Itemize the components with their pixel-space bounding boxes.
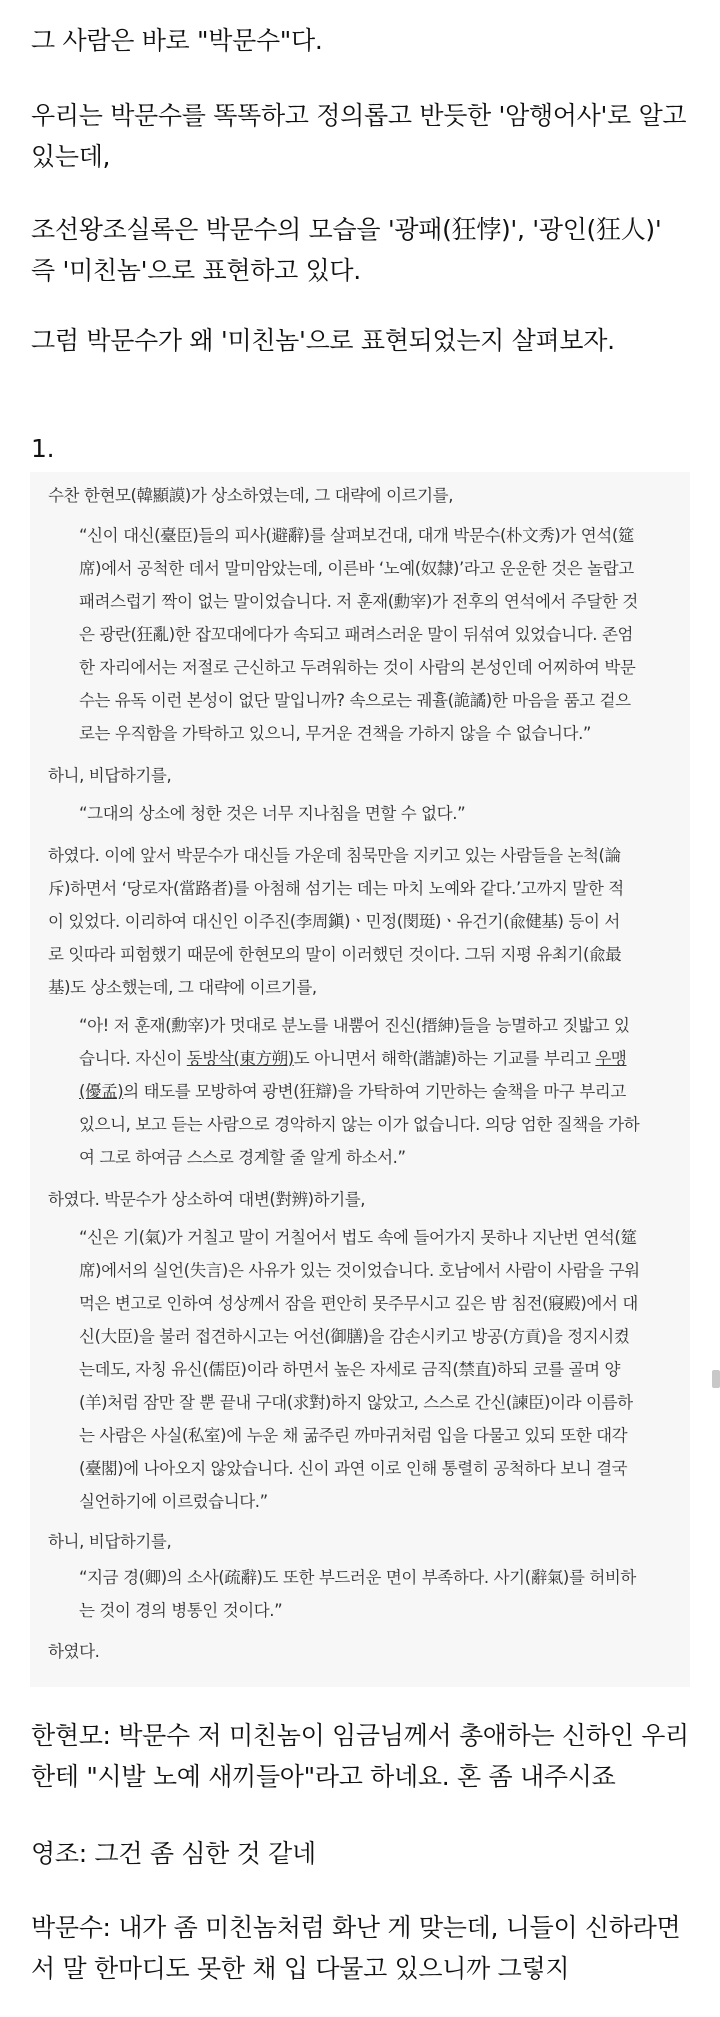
excerpt-line: (臺閣)에 나아오지 않았습니다. 신이 과연 이로 인해 통렬히 공척하다 보니 결국 [79, 1459, 628, 1478]
underlined-term-umaeng-hanja: (優孟) [79, 1082, 124, 1101]
excerpt-line: 있으니, 보고 듣는 사람으로 경악하지 않는 이가 없습니다. 의당 엄한 질책을 가하 [79, 1115, 640, 1134]
excerpt-line: 하였다. 박문수가 상소하여 대변(對辨)하기를, [48, 1190, 366, 1209]
excerpt-text: 도 아니면서 해학(諧謔)하는 기교를 부리고 [293, 1049, 596, 1068]
excerpt-line: 하니, 비답하기를, [48, 1532, 172, 1551]
excerpt-line: 신(大臣)을 불러 접견하시고는 어선(御膳)을 감손시키고 방공(方貢)을 정지시켰 [79, 1327, 630, 1346]
excerpt-line: “그대의 상소에 청한 것은 너무 지나침을 면할 수 없다.” [79, 804, 466, 823]
excerpt-line: 먹은 변고로 인하여 성상께서 잠을 편안히 못주무시고 깊은 밤 침전(寢殿)에서 대 [79, 1294, 638, 1313]
excerpt-line: (羊)처럼 잠만 잘 뿐 끝내 구대(求對)하지 않았고, 스스로 간신(諫臣)이라 이름하 [79, 1393, 633, 1412]
dialogue-bak-munsu: 박문수: 내가 좀 미친놈처럼 화난 게 맞는데, 니들이 신하라면서 말 한마디도 못한 채 입 다물고 있으니까 그렇지 [31, 1913, 681, 1983]
excerpt-line: 은 광란(狂亂)한 잡꼬대에다가 속되고 패려스러운 말이 뒤섞여 있었습니다. 존엄 [79, 625, 634, 644]
intro-paragraph-1: 그 사람은 바로 "박문수"다. [31, 26, 323, 55]
excerpt-line: 수는 유독 이런 본성이 없단 말입니까? 속으로는 궤휼(詭譎)한 마음을 품고 겉으 [79, 691, 631, 710]
dialogue-yeongjo: 영조: 그건 좀 심한 것 같네 [31, 1839, 316, 1868]
underlined-term-umaeng: 우맹 [595, 1049, 627, 1068]
excerpt-line: 는 사람은 사실(私室)에 누운 채 굶주린 까마귀처럼 입을 다물고 있되 또한 대각 [79, 1426, 628, 1445]
excerpt-line [79, 1076, 673, 1109]
excerpt-text: 습니다. 자신이 [79, 1049, 187, 1068]
excerpt-line: 席)에서의 실언(失言)은 사유가 있는 것이었습니다. 호남에서 사람이 사람을 구워 [79, 1261, 640, 1280]
excerpt-line: “지금 경(卿)의 소사(疏辭)도 또한 부드러운 면이 부족하다. 사기(辭氣)를 허비하 [79, 1568, 636, 1587]
excerpt-line: 斥)하면서 ‘당로자(當路者)를 아첨해 섬기는 데는 마치 노예와 같다.’고까지 말한 적 [48, 879, 624, 898]
intro-paragraph-3: 조선왕조실록은 박문수의 모습을 '광패(狂悖)', '광인(狂人)' 즉 '미친놈'으로 표현하고 있다. [31, 215, 662, 285]
excerpt-line: 는데도, 자칭 유신(儒臣)이라 하면서 높은 자세로 금직(禁直)하되 코를 골며 양 [79, 1360, 621, 1379]
excerpt-line: 席)에서 공척한 데서 말미암았는데, 이른바 ‘노예(奴隸)’라고 운운한 것은 놀랍고 [79, 559, 634, 578]
underlined-term-dongbangsak: 동방삭(東方朔) [186, 1049, 294, 1068]
excerpt-line: 수찬 한현모(韓顯謨)가 상소하였는데, 그 대략에 이르기를, [48, 486, 454, 505]
intro-paragraph-2: 우리는 박문수를 똑똑하고 정의롭고 반듯한 '암행어사'로 알고 있는데, [31, 101, 687, 171]
excerpt-line: “신은 기(氣)가 거칠고 말이 거칠어서 법도 속에 들어가지 못하나 지난번 연석(筵 [79, 1228, 637, 1247]
excerpt-line: 基)도 상소했는데, 그 대략에 이르기를, [48, 978, 317, 997]
excerpt-line: 는 것이 경의 병통인 것이다.” [79, 1601, 283, 1620]
section-number: 1. [31, 434, 55, 463]
excerpt-line: 하였다. [48, 1642, 100, 1661]
excerpt-line [79, 1043, 673, 1076]
excerpt-line: 여 그로 하여금 스스로 경계할 줄 알게 하소서.” [79, 1148, 406, 1167]
excerpt-text: 의 태도를 모방하여 광변(狂辯)을 가탁하여 기만하는 술책을 마구 부리고 [123, 1082, 626, 1101]
excerpt-line: 패려스럽기 짝이 없는 말이었습니다. 저 훈재(勳宰)가 전후의 연석에서 주달한 것 [79, 592, 638, 611]
excerpt-line: 하였다. 이에 앞서 박문수가 대신들 가운데 침묵만을 지키고 있는 사람들을 논척(論 [48, 846, 621, 865]
excerpt-line: 로는 우직함을 가탁하고 있으니, 무거운 견책을 가하지 않을 수 없습니다.” [79, 724, 592, 743]
excerpt-line: 한 자리에서는 저절로 근신하고 두려워하는 것이 사람의 본성인데 어찌하여 박문 [79, 658, 636, 677]
dialogue-han-hyeonmo: 한현모: 박문수 저 미친놈이 임금님께서 총애하는 신하인 우리한테 "시발 노예 새끼들아"라고 하네요. 혼 좀 내주시죠 [31, 1721, 689, 1791]
excerpt-line: 하니, 비답하기를, [48, 766, 172, 785]
excerpt-line: “아! 저 훈재(勳宰)가 멋대로 분노를 내뿜어 진신(搢紳)들을 능멸하고 짓밟고 있 [79, 1016, 630, 1035]
excerpt-line: 로 잇따라 피험했기 때문에 한현모의 말이 이러했던 것이다. 그뒤 지평 유최기(兪最 [48, 945, 622, 964]
excerpt-line: 이 있었다. 이리하여 대신인 이주진(李周鎭)ㆍ민정(閔珽)ㆍ유건기(兪健基) 등이 서 [48, 912, 620, 931]
scroll-indicator[interactable] [712, 1370, 720, 1388]
excerpt-line: “신이 대신(臺臣)들의 피사(避辭)를 살펴보건대, 대개 박문수(朴文秀)가 연석(筵 [79, 526, 634, 545]
excerpt-line: 실언하기에 이르렀습니다.” [79, 1492, 268, 1511]
intro-paragraph-4: 그럼 박문수가 왜 '미친놈'으로 표현되었는지 살펴보자. [31, 326, 615, 355]
